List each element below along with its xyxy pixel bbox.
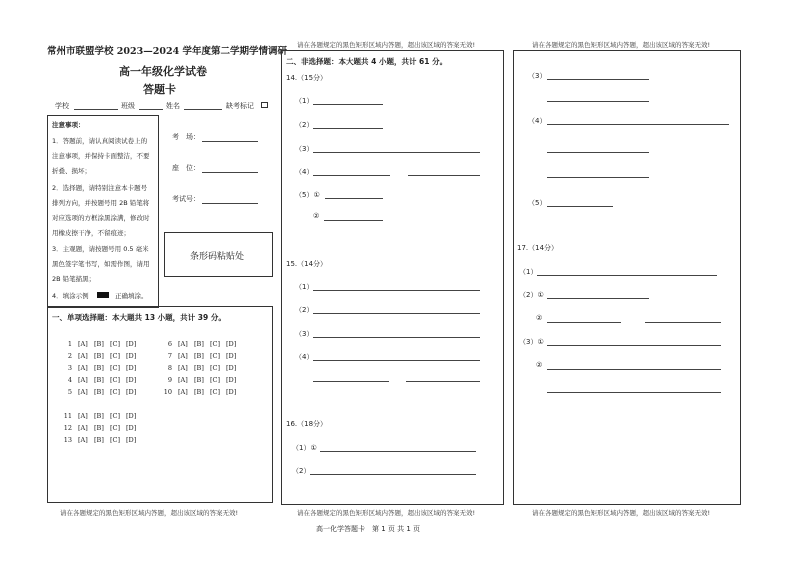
notice-line: 正确填涂。 [115,292,148,300]
choice-row[interactable]: 7 [A] [B] [C] [D] [167,352,237,360]
warning-text: 请在各题规定的黑色矩形区域内答题，超出该区域的答案无效! [532,509,711,517]
q14-title: 14.（15分） [286,74,328,82]
notice-line: 2B 铅笔描黑； [52,275,96,283]
absent-checkbox[interactable] [261,102,268,108]
q17-sub3-line-1[interactable] [547,345,721,346]
q15-sub1-line[interactable] [313,290,480,291]
choice-row[interactable]: 6 [A] [B] [C] [D] [167,340,237,348]
field-class-line[interactable] [139,109,163,110]
field-school: 学校 [55,102,69,110]
choice-row[interactable]: 8 [A] [B] [C] [D] [167,364,237,372]
paper-title: 高一年级化学试卷 [119,65,207,78]
choice-row[interactable]: 13 [A] [B] [C] [D] [63,436,137,444]
q14-sub3-line[interactable] [313,152,480,153]
field-name: 姓名 [166,102,180,110]
q14-sub4-cont-line-1[interactable] [547,124,729,125]
answer-card-title: 答题卡 [143,83,176,96]
q15-sub4-label: （4） [295,353,314,361]
section1-heading: 一、单项选择题：本大题共 13 小题，共计 39 分。 [52,313,226,322]
q15-sub4-line-1[interactable] [313,360,480,361]
q15-sub1-label: （1） [295,283,314,291]
q17-sub3-line-3[interactable] [547,392,721,393]
field-class: 班级 [121,102,135,110]
q14-sub3-cont-line-1[interactable] [547,79,649,80]
q14-sub5-line-1[interactable] [325,198,383,199]
choice-row[interactable]: 1 [A] [B] [C] [D] [67,340,137,348]
q17-sub1-line[interactable] [537,275,717,276]
middle-answer-box [281,50,504,505]
notice-line: 注意事项，并保持卡面整洁，不要 [52,152,150,160]
choice-row[interactable]: 10 [A] [B] [C] [D] [163,388,237,396]
q14-sub3-cont-label: （3） [528,72,547,80]
q14-sub5-cont-label: （5） [528,199,547,207]
room-label: 考 场： [172,133,200,141]
q15-sub3-label: （3） [295,330,314,338]
q16-title: 16.（18分） [286,420,328,428]
q14-sub4-label: （4） [295,168,314,176]
field-name-line[interactable] [184,109,222,110]
q14-sub3-label: （3） [295,145,314,153]
q16-sub1-label: （1）① [292,444,317,452]
warning-text: 请在各题规定的黑色矩形区域内答题，超出该区域的答案无效! [297,41,476,49]
warning-text: 请在各题规定的黑色矩形区域内答题，超出该区域的答案无效! [297,509,476,517]
notice-line: 4．填涂示例 [52,292,89,300]
q15-sub2-label: （2） [295,306,314,314]
choice-row[interactable]: 4 [A] [B] [C] [D] [67,376,137,384]
id-label: 考试号： [172,195,200,203]
q14-sub4-cont-line-2[interactable] [547,152,649,153]
notice-heading: 注意事项： [52,121,85,129]
q17-sub3-line-2[interactable] [547,369,721,370]
notice-line: 用橡皮擦干净，不留痕迹； [52,229,130,237]
q14-sub5-line-2[interactable] [324,220,383,221]
q17-sub3-label: （3）① [519,338,544,346]
q17-sub2-line-2[interactable] [547,322,621,323]
q17-sub2-circ2: ② [536,314,543,322]
q15-sub4-line-a[interactable] [313,381,389,382]
choice-row[interactable]: 12 [A] [B] [C] [D] [63,424,137,432]
q16-sub2-label: （2） [292,467,311,475]
notice-line: 3．主观题，请按题号用 0.5 毫米 [52,245,149,253]
q14-sub4-cont-line-3[interactable] [547,177,649,178]
field-school-line[interactable] [74,109,118,110]
choice-row[interactable]: 9 [A] [B] [C] [D] [167,376,237,384]
section2-heading: 二、非选择题：本大题共 4 小题，共计 61 分。 [286,57,448,66]
q14-sub4-line-b[interactable] [408,175,480,176]
q14-sub1-label: （1） [295,97,314,105]
q15-sub3-line[interactable] [313,337,480,338]
room-line[interactable] [202,141,258,142]
q14-sub5-label: （5）① [295,191,320,199]
q14-sub5-cont-line[interactable] [547,206,613,207]
q14-sub4-cont-label: （4） [528,117,547,125]
q14-sub2-line[interactable] [313,128,383,129]
q17-sub2-line-1[interactable] [547,298,649,299]
id-line[interactable] [202,203,258,204]
q17-sub1-label: （1） [519,268,538,276]
q15-sub2-line[interactable] [313,313,480,314]
q15-sub4-line-b[interactable] [406,381,480,382]
q14-sub4-line-a[interactable] [313,175,390,176]
q17-sub3-circ2: ② [536,361,543,369]
q14-sub3-cont-line-2[interactable] [547,101,649,102]
exam-title: 常州市联盟学校 2023—2024 学年度第二学期学情调研 [47,46,287,57]
choice-row[interactable]: 2 [A] [B] [C] [D] [67,352,137,360]
notice-line: 2．选择题，请特别注意本卡题号 [52,184,148,192]
q14-sub5-circ2: ② [313,212,320,220]
seat-line[interactable] [202,172,258,173]
notice-line: 1．答题前，请认真阅读试卷上的 [52,137,148,145]
page-footer: 高一化学答题卡 第 1 页 共 1 页 [316,525,421,533]
warning-text: 请在各题规定的黑色矩形区域内答题，超出该区域的答案无效! [60,509,239,517]
choice-row[interactable]: 11 [A] [B] [C] [D] [63,412,137,420]
q16-sub2-line[interactable] [310,474,476,475]
q17-sub2-line-3[interactable] [645,322,721,323]
section1-box [47,306,273,503]
q15-title: 15.（14分） [286,260,328,268]
fill-example-mark [97,292,109,298]
field-absent: 缺考标记 [226,102,254,110]
notice-line: 折叠、损坏； [52,167,91,175]
notice-line: 排列方向，并按题号用 2B 铅笔将 [52,199,150,207]
choice-row[interactable]: 5 [A] [B] [C] [D] [67,388,137,396]
right-answer-box [513,50,741,505]
notice-line: 黑色签字笔书写，如需作图，请用 [52,260,150,268]
warning-text: 请在各题规定的黑色矩形区域内答题，超出该区域的答案无效! [532,41,711,49]
q17-title: 17.（14分） [517,244,559,252]
choice-row[interactable]: 3 [A] [B] [C] [D] [67,364,137,372]
q16-sub1-line[interactable] [320,451,476,452]
q14-sub2-label: （2） [295,121,314,129]
q17-sub2-label: （2）① [519,291,544,299]
seat-label: 座 位： [172,164,200,172]
notice-line: 对应选项的方框涂黑涂满，修改时 [52,214,150,222]
barcode-label: 条形码粘贴处 [190,252,245,262]
q14-sub1-line[interactable] [313,104,383,105]
